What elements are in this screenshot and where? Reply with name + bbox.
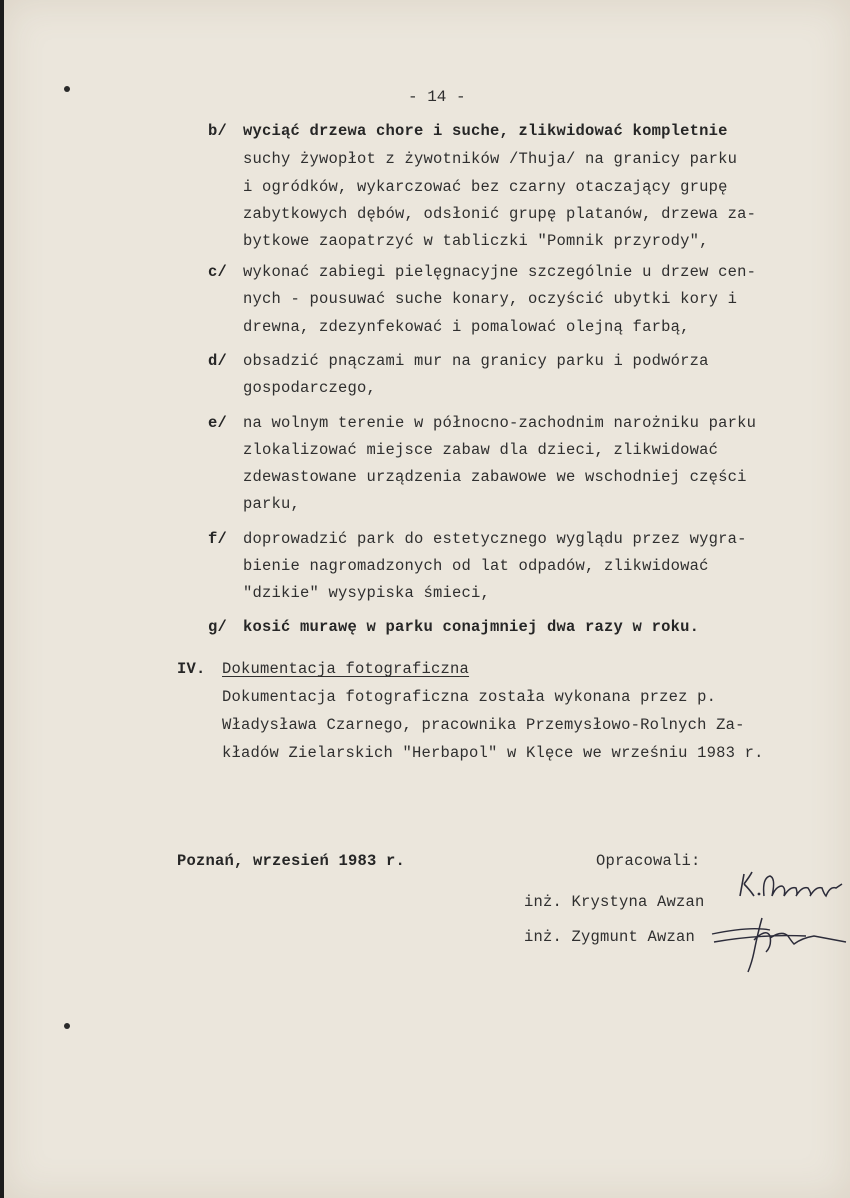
page-number: - 14 -: [408, 88, 466, 106]
punch-hole: [64, 1023, 70, 1029]
section-heading: Dokumentacja fotograficzna: [222, 660, 470, 678]
section-line-3: kładów Zielarskich "Herbapol" w Klęce we wrześniu 1983 r.: [222, 744, 764, 762]
signature-krystyna: [732, 866, 848, 912]
item-b-line-1: wyciąć drzewa chore i suche, zlikwidować kompletnie: [243, 122, 728, 140]
item-d-line-1: obsadzić pnączami mur na granicy parku i podwórza: [243, 352, 709, 370]
item-f-line-3: "dzikie" wysypiska śmieci,: [243, 584, 491, 602]
item-b-line-5: bytkowe zaopatrzyć w tabliczki "Pomnik przyrody",: [243, 232, 709, 250]
document-page: [4, 0, 850, 1198]
item-e-line-3: zdewastowane urządzenia zabawowe we wschodniej części: [243, 468, 747, 486]
item-e-line-1: na wolnym terenie w północno-zachodnim narożniku parku: [243, 414, 757, 432]
item-marker-c: c/: [208, 263, 228, 281]
item-b-line-2: suchy żywopłot z żywotników /Thuja/ na granicy parku: [243, 150, 738, 168]
item-marker-g: g/: [208, 618, 228, 636]
place-date: Poznań, wrzesień 1983 r.: [177, 852, 406, 870]
item-marker-e: e/: [208, 414, 228, 432]
prepared-by-label: Opracowali:: [596, 852, 701, 870]
item-b-line-4: zabytkowych dębów, odsłonić grupę platanów, drzewa za-: [243, 205, 757, 223]
item-c-line-2: nych - pousuwać suche konary, oczyścić ubytki kory i: [243, 290, 738, 308]
item-marker-b: b/: [208, 122, 228, 140]
item-e-line-4: parku,: [243, 495, 301, 513]
item-c-line-1: wykonać zabiegi pielęgnacyjne szczególnie u drzew cen-: [243, 263, 757, 281]
item-e-line-2: zlokalizować miejsce zabaw dla dzieci, zlikwidować: [243, 441, 719, 459]
item-d-line-2: gospodarczego,: [243, 379, 377, 397]
section-line-2: Władysława Czarnego, pracownika Przemysłowo-Rolnych Za-: [222, 716, 745, 734]
item-g-line-1: kosić murawę w parku conajmniej dwa razy w roku.: [243, 618, 700, 636]
item-f-line-1: doprowadzić park do estetycznego wyglądu przez wygra-: [243, 530, 747, 548]
item-c-line-3: drewna, zdezynfekować i pomalować olejną farbą,: [243, 318, 690, 336]
item-b-line-3: i ogródków, wykarczować bez czarny otaczający grupę: [243, 178, 728, 196]
item-marker-d: d/: [208, 352, 228, 370]
author-1: inż. Krystyna Awzan: [524, 893, 705, 911]
punch-hole: [64, 86, 70, 92]
item-marker-f: f/: [208, 530, 228, 548]
section-number: IV.: [177, 660, 206, 678]
signature-zygmunt: [710, 912, 850, 976]
item-f-line-2: bienie nagromadzonych od lat odpadów, zlikwidować: [243, 557, 709, 575]
author-2: inż. Zygmunt Awzan: [524, 928, 696, 946]
section-line-1: Dokumentacja fotograficzna została wykonana przez p.: [222, 688, 717, 706]
